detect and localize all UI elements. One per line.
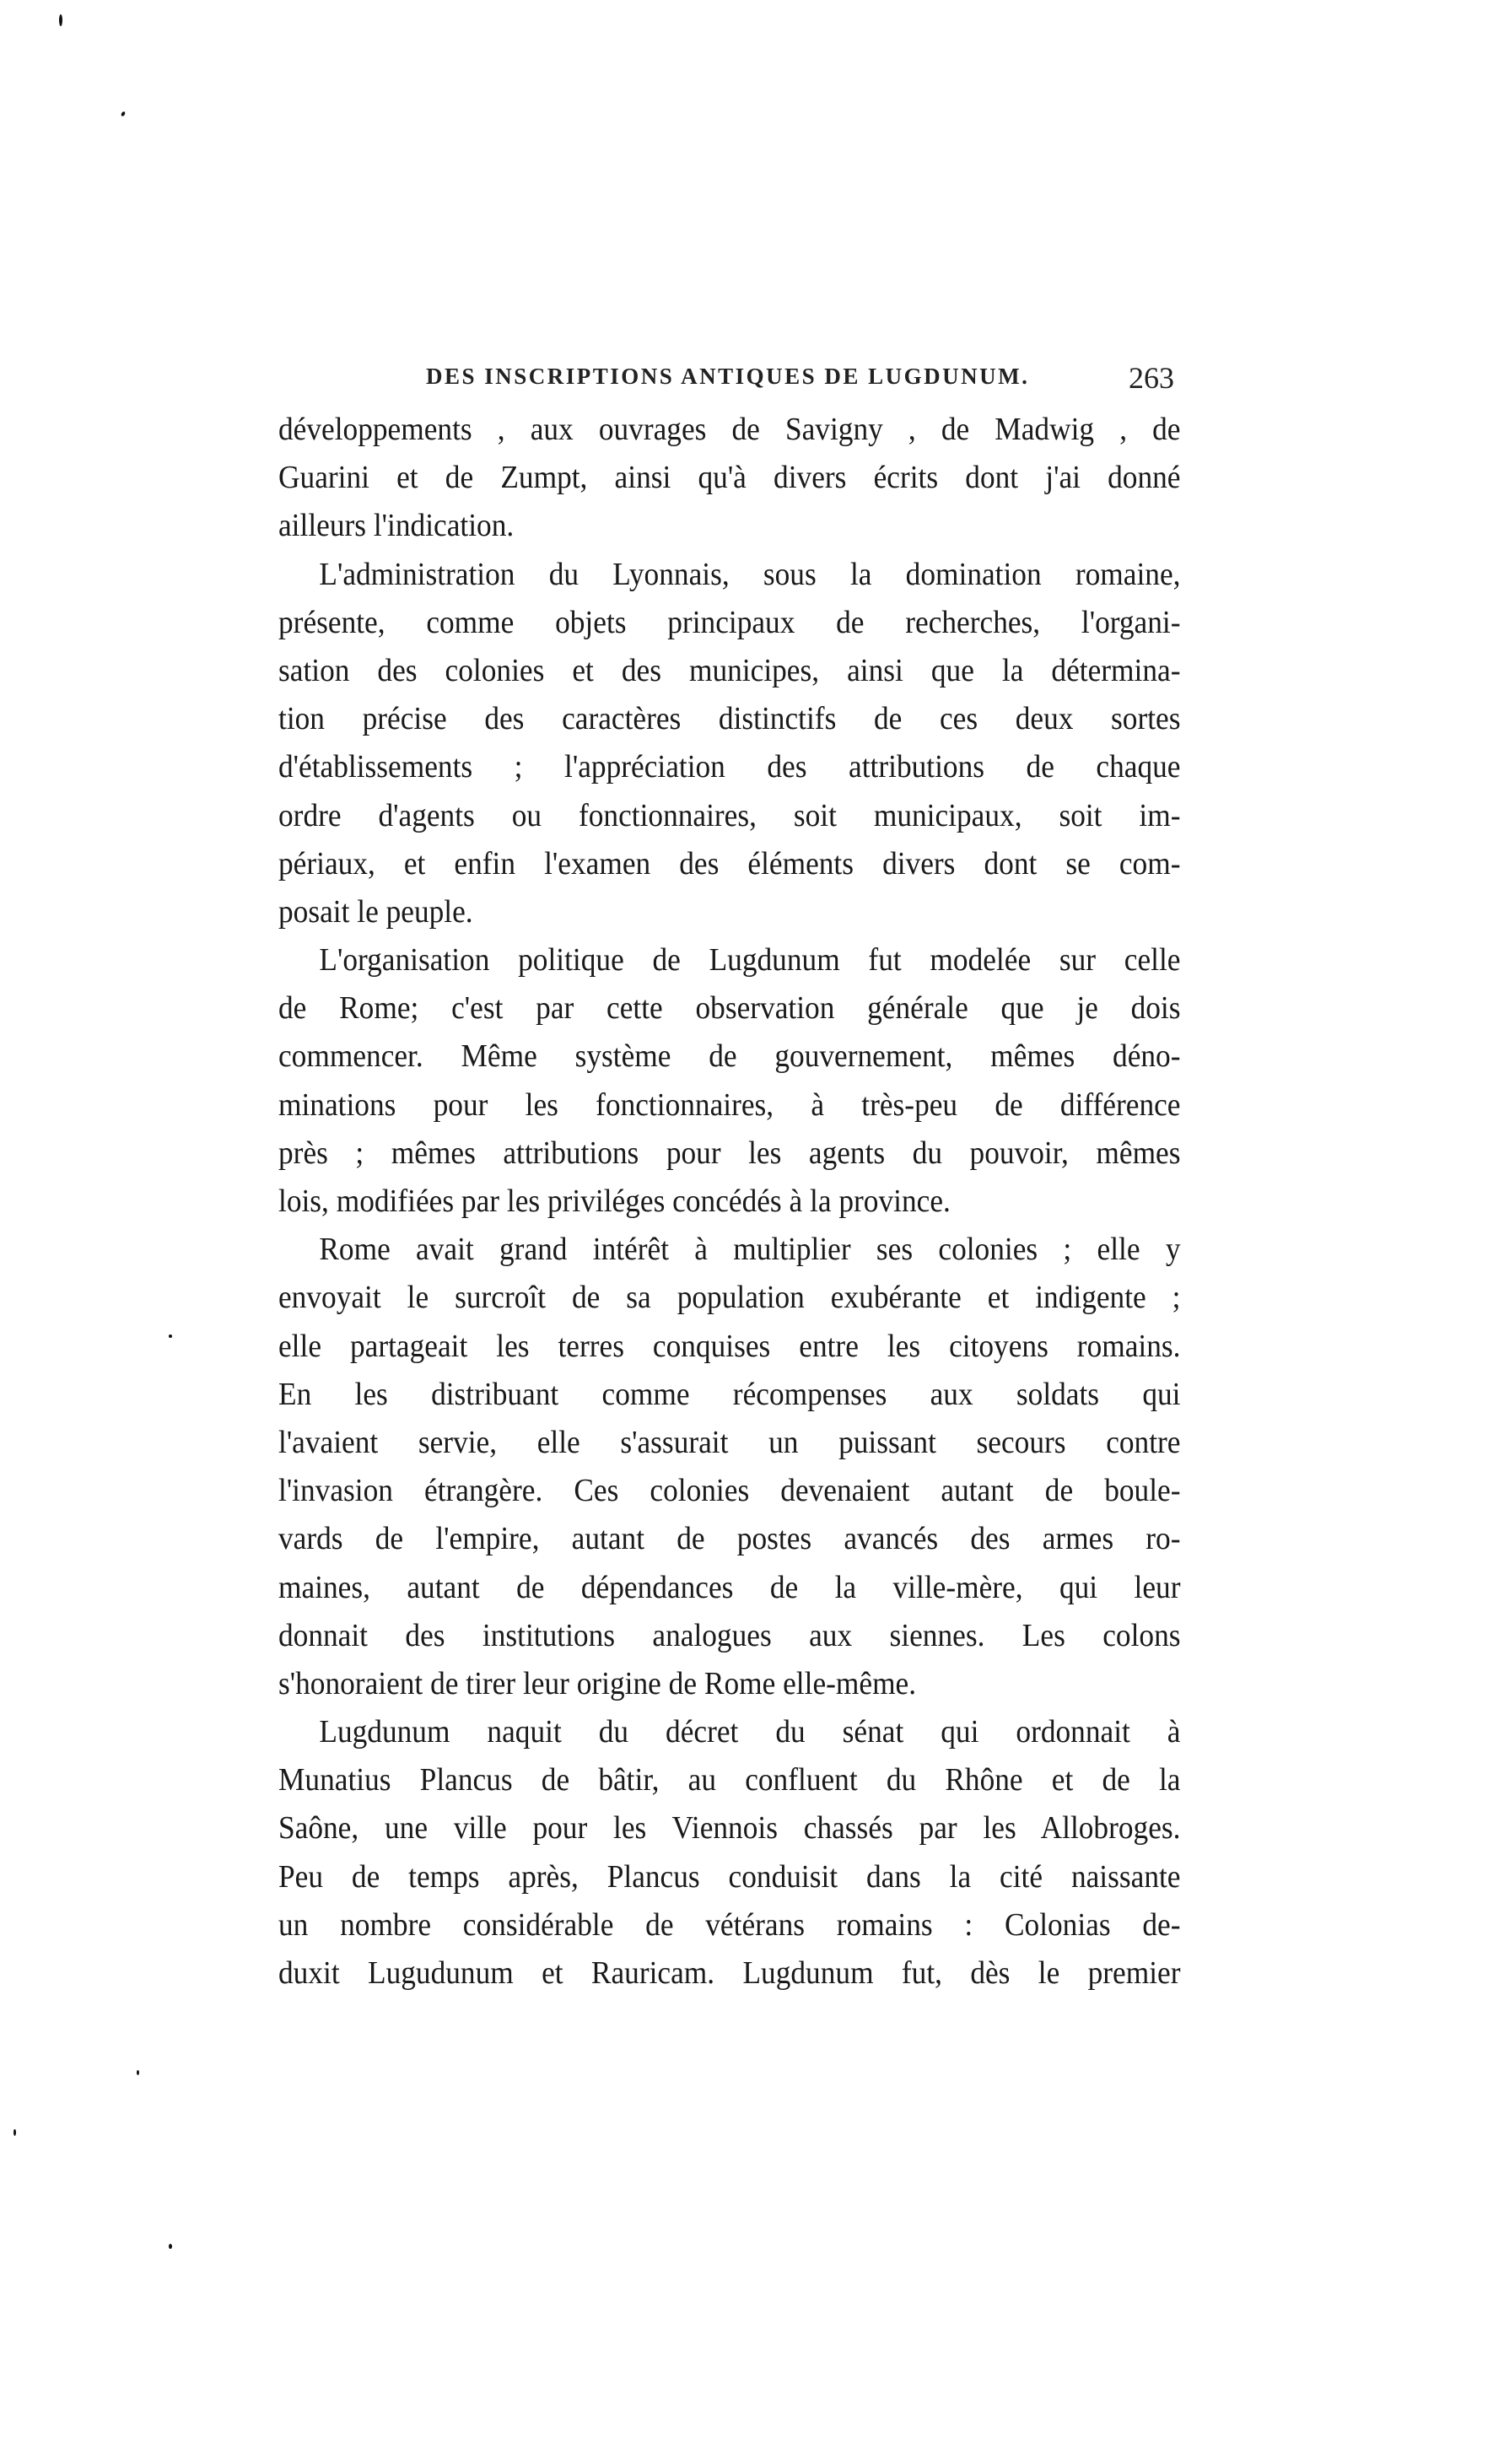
- text-line: Munatius Plancus de bâtir, au confluent du Rhône et de la: [278, 1762, 1181, 1798]
- text-line: minations pour les fonctionnaires, à très-peu de différence: [278, 1086, 1181, 1123]
- text-line: Lugdunum naquit du décret du sénat qui ordonnait à: [319, 1714, 1181, 1750]
- text-line: près ; mêmes attributions pour les agents du pouvoir, mêmes: [278, 1135, 1181, 1171]
- scan-speck: [59, 14, 62, 26]
- scan-speck: [137, 2070, 139, 2075]
- text-line: elle partageait les terres conquises entre les citoyens romains.: [278, 1328, 1181, 1364]
- text-line: envoyait le surcroît de sa population exubérante et indigente ;: [278, 1280, 1181, 1316]
- text-line: donnait des institutions analogues aux siennes. Les colons: [278, 1617, 1181, 1653]
- text-line: vards de l'empire, autant de postes avancés des armes ro-: [278, 1521, 1181, 1557]
- text-line: commencer. Même système de gouvernement, mêmes déno-: [278, 1038, 1181, 1075]
- text-line: duxit Lugudunum et Rauricam. Lugdunum fut, dès le premier: [278, 1955, 1181, 1991]
- text-line: L'administration du Lyonnais, sous la domination romaine,: [319, 556, 1181, 592]
- text-line: l'avaient servie, elle s'assurait un puissant secours contre: [278, 1424, 1181, 1460]
- text-line: s'honoraient de tirer leur origine de Rome elle-même.: [278, 1665, 917, 1701]
- text-line: Rome avait grand intérêt à multiplier ses colonies ; elle y: [319, 1232, 1181, 1268]
- scan-speck: [121, 111, 126, 116]
- text-line: de Rome; c'est par cette observation générale que je dois: [278, 990, 1181, 1027]
- body-text: [278, 406, 1181, 1998]
- text-line: Saône, une ville pour les Viennois chassés par les Allobroges.: [278, 1810, 1181, 1847]
- running-head-title: DES INSCRIPTIONS ANTIQUES DE LUGDUNUM.: [426, 364, 1030, 389]
- text-line: l'invasion étrangère. Ces colonies devenaient autant de boule-: [278, 1473, 1181, 1509]
- text-line: ordre d'agents ou fonctionnaires, soit municipaux, soit im-: [278, 797, 1181, 833]
- text-line: d'établissements ; l'appréciation des attributions de chaque: [278, 749, 1181, 785]
- text-line: posait le peuple.: [278, 893, 473, 930]
- text-line: présente, comme objets principaux de recherches, l'organi-: [278, 604, 1181, 640]
- text-line: sation des colonies et des municipes, ainsi que la détermina-: [278, 652, 1181, 688]
- scan-speck: [13, 2129, 16, 2136]
- text-line: lois, modifiées par les priviléges concédés à la province.: [278, 1183, 951, 1219]
- text-line: L'organisation politique de Lugdunum fut modelée sur celle: [319, 942, 1181, 979]
- text-line: tion précise des caractères distinctifs de ces deux sortes: [278, 701, 1181, 737]
- running-head: [278, 359, 1179, 396]
- scan-speck: [169, 1334, 172, 1338]
- book-page: [278, 359, 1179, 1998]
- text-line: maines, autant de dépendances de la ville-mère, qui leur: [278, 1569, 1181, 1605]
- text-line: En les distribuant comme récompenses aux soldats qui: [278, 1376, 1181, 1412]
- scan-speck: [169, 2244, 172, 2249]
- text-line: périaux, et enfin l'examen des éléments divers dont se com-: [278, 845, 1181, 882]
- text-line: développements , aux ouvrages de Savigny , de Madwig , de: [278, 412, 1181, 447]
- text-line: un nombre considérable de vétérans romains : Colonias de-: [278, 1906, 1181, 1943]
- text-line: Peu de temps après, Plancus conduisit dans la cité naissante: [278, 1858, 1181, 1895]
- text-line: ailleurs l'indication.: [278, 508, 515, 544]
- page-number: 263: [1129, 361, 1174, 395]
- text-line: Guarini et de Zumpt, ainsi qu'à divers écrits dont j'ai donné: [278, 460, 1181, 496]
